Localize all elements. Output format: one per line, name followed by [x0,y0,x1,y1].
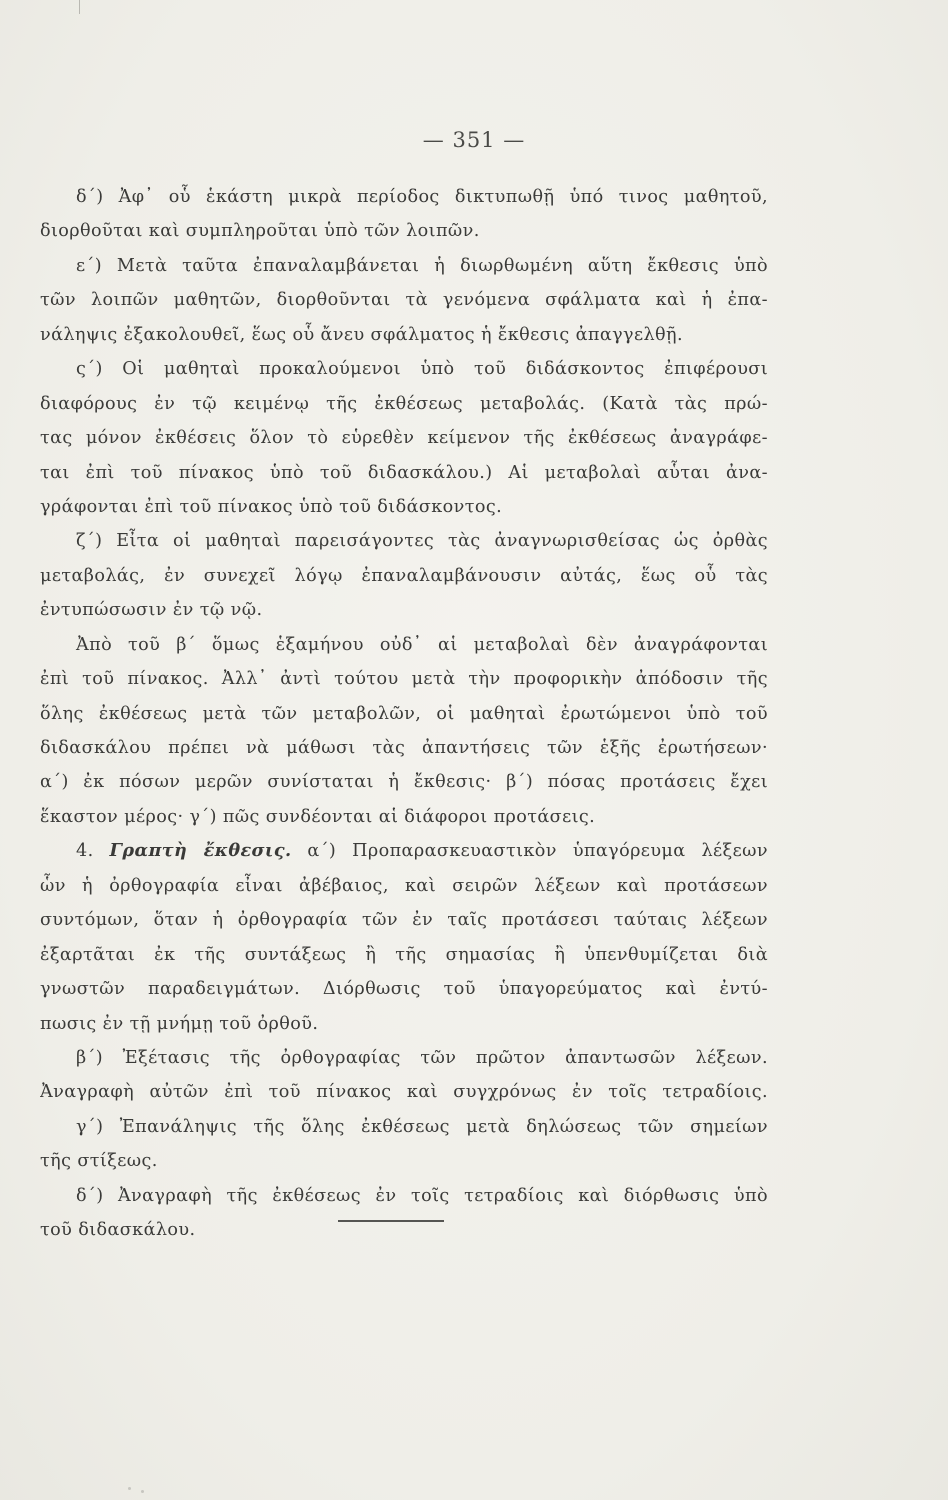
text-line: ε΄) Μετὰ ταῦτα ἐπαναλαμβάνεται ἡ διωρθωμένη αὕτη ἔκθεσις ὑπὸ [76,255,768,276]
text-line: ὅλης ἐκθέσεως μετὰ τῶν μεταβολῶν, οἱ μαθηταὶ ἐρωτώμενοι ὑπὸ τοῦ [40,703,768,724]
text-line: ἕκαστον μέρος· γ΄) πῶς συνδέονται αἱ διάφοροι προτάσεις. [40,806,596,827]
body-text [40,180,768,1248]
speck [141,1490,144,1493]
section-number: 4. [76,841,110,862]
page-number: — 351 — [422,128,526,152]
text-line: διαφόρους ἐν τῷ κειμένῳ τῆς ἐκθέσεως μεταβολάς. (Κατὰ τὰς πρώ- [40,393,768,414]
text-line: τῶν λοιπῶν μαθητῶν, διορθοῦνται τὰ γενόμενα σφάλματα καὶ ἡ ἐπα- [40,290,768,311]
margin-mark [79,0,80,14]
text-line: πωσις ἐν τῇ μνήμῃ τοῦ ὀρθοῦ. [40,1013,319,1034]
text-line: συντόμων, ὅταν ἡ ὀρθογραφία τῶν ἐν ταῖς προτάσεσι ταύταις λέξεων [40,910,768,931]
section-heading: Γραπτὴ ἔκθεσις. [109,840,292,862]
text-line: Ἀπὸ τοῦ β΄ ὅμως ἑξαμήνου οὐδ᾽ αἱ μεταβολαὶ δὲν ἀναγράφονται [76,634,768,655]
text-line: τῆς στίξεως. [40,1151,158,1172]
text-line: μεταβολάς, ἐν συνεχεῖ λόγῳ ἐπαναλαμβάνουσιν αὐτάς, ἕως οὗ τὰς [40,565,768,586]
text-line: β΄) Ἐξέτασις τῆς ὀρθογραφίας τῶν πρῶτον ἀπαντωσῶν λέξεων. [76,1047,768,1068]
text-line: ζ΄) Εἶτα οἱ μαθηταὶ παρεισάγοντες τὰς ἀναγνωρισθείσας ὡς ὀρθὰς [76,531,768,552]
text-line [40,834,768,868]
text-line: ἐντυπώσωσιν ἐν τῷ νῷ. [40,600,263,621]
text-line: ται ἐπὶ τοῦ πίνακος ὑπὸ τοῦ διδασκάλου.) Αἱ μεταβολαὶ αὗται ἀνα- [40,462,768,483]
text-line: διορθοῦται καὶ συμπληροῦται ὑπὸ τῶν λοιπῶν. [40,221,480,242]
text-line: γ΄) Ἐπανάληψις τῆς ὅλης ἐκθέσεως μετὰ δηλώσεως τῶν σημείων [76,1116,768,1137]
line-text: α΄) Προπαρασκευαστικὸν ὑπαγόρευμα λέξεων [291,841,768,862]
text-line: γνωστῶν παραδειγμάτων. Διόρθωσις τοῦ ὑπαγορεύματος καὶ ἐντύ- [40,979,768,1000]
speck [128,1487,131,1490]
text-line: δ΄) Ἀφ᾽ οὗ ἑκάστη μικρὰ περίοδος δικτυπωθῇ ὑπό τινος μαθητοῦ, [76,187,768,207]
end-rule [338,1220,444,1222]
text-line: δ΄) Ἀναγραφὴ τῆς ἐκθέσεως ἐν τοῖς τετραδίοις καὶ διόρθωσις ὑπὸ [76,1185,768,1206]
text-line: ἐξαρτᾶται ἐκ τῆς συντάξεως ἢ τῆς σημασίας ἢ ὑπενθυμίζεται διὰ [40,944,768,965]
text-line: ς΄) Οἱ μαθηταὶ προκαλούμενοι ὑπὸ τοῦ διδάσκοντος ἐπιφέρουσι [76,359,768,380]
text-line: νάληψις ἐξακολουθεῖ, ἕως οὗ ἄνευ σφάλματος ἡ ἔκθεσις ἀπαγγελθῇ. [40,324,683,345]
text-line: τοῦ διδασκάλου. [40,1220,196,1241]
text-line: διδασκάλου πρέπει νὰ μάθωσι τὰς ἀπαντήσεις τῶν ἑξῆς ἐρωτήσεων· [40,738,768,758]
text-line: α΄) ἐκ πόσων μερῶν συνίσταται ἡ ἔκθεσις· β΄) πόσας προτάσεις ἔχει [40,772,768,793]
text-line: Ἀναγραφὴ αὐτῶν ἐπὶ τοῦ πίνακος καὶ συγχρόνως ἐν τοῖς τετραδίοις. [40,1082,768,1103]
text-line: γράφονται ἐπὶ τοῦ πίνακος ὑπὸ τοῦ διδάσκοντος. [40,496,503,517]
text-line: τας μόνον ἐκθέσεις ὅλον τὸ εὑρεθὲν κείμενον τῆς ἐκθέσεως ἀναγράφε- [40,428,768,449]
text-line: ὧν ἡ ὀρθογραφία εἶναι ἀβέβαιος, καὶ σειρῶν λέξεων καὶ προτάσεων [40,875,768,896]
text-line: ἐπὶ τοῦ πίνακος. Ἀλλ᾽ ἀντὶ τούτου μετὰ τὴν προφορικὴν ἀπόδοσιν τῆς [40,669,768,690]
